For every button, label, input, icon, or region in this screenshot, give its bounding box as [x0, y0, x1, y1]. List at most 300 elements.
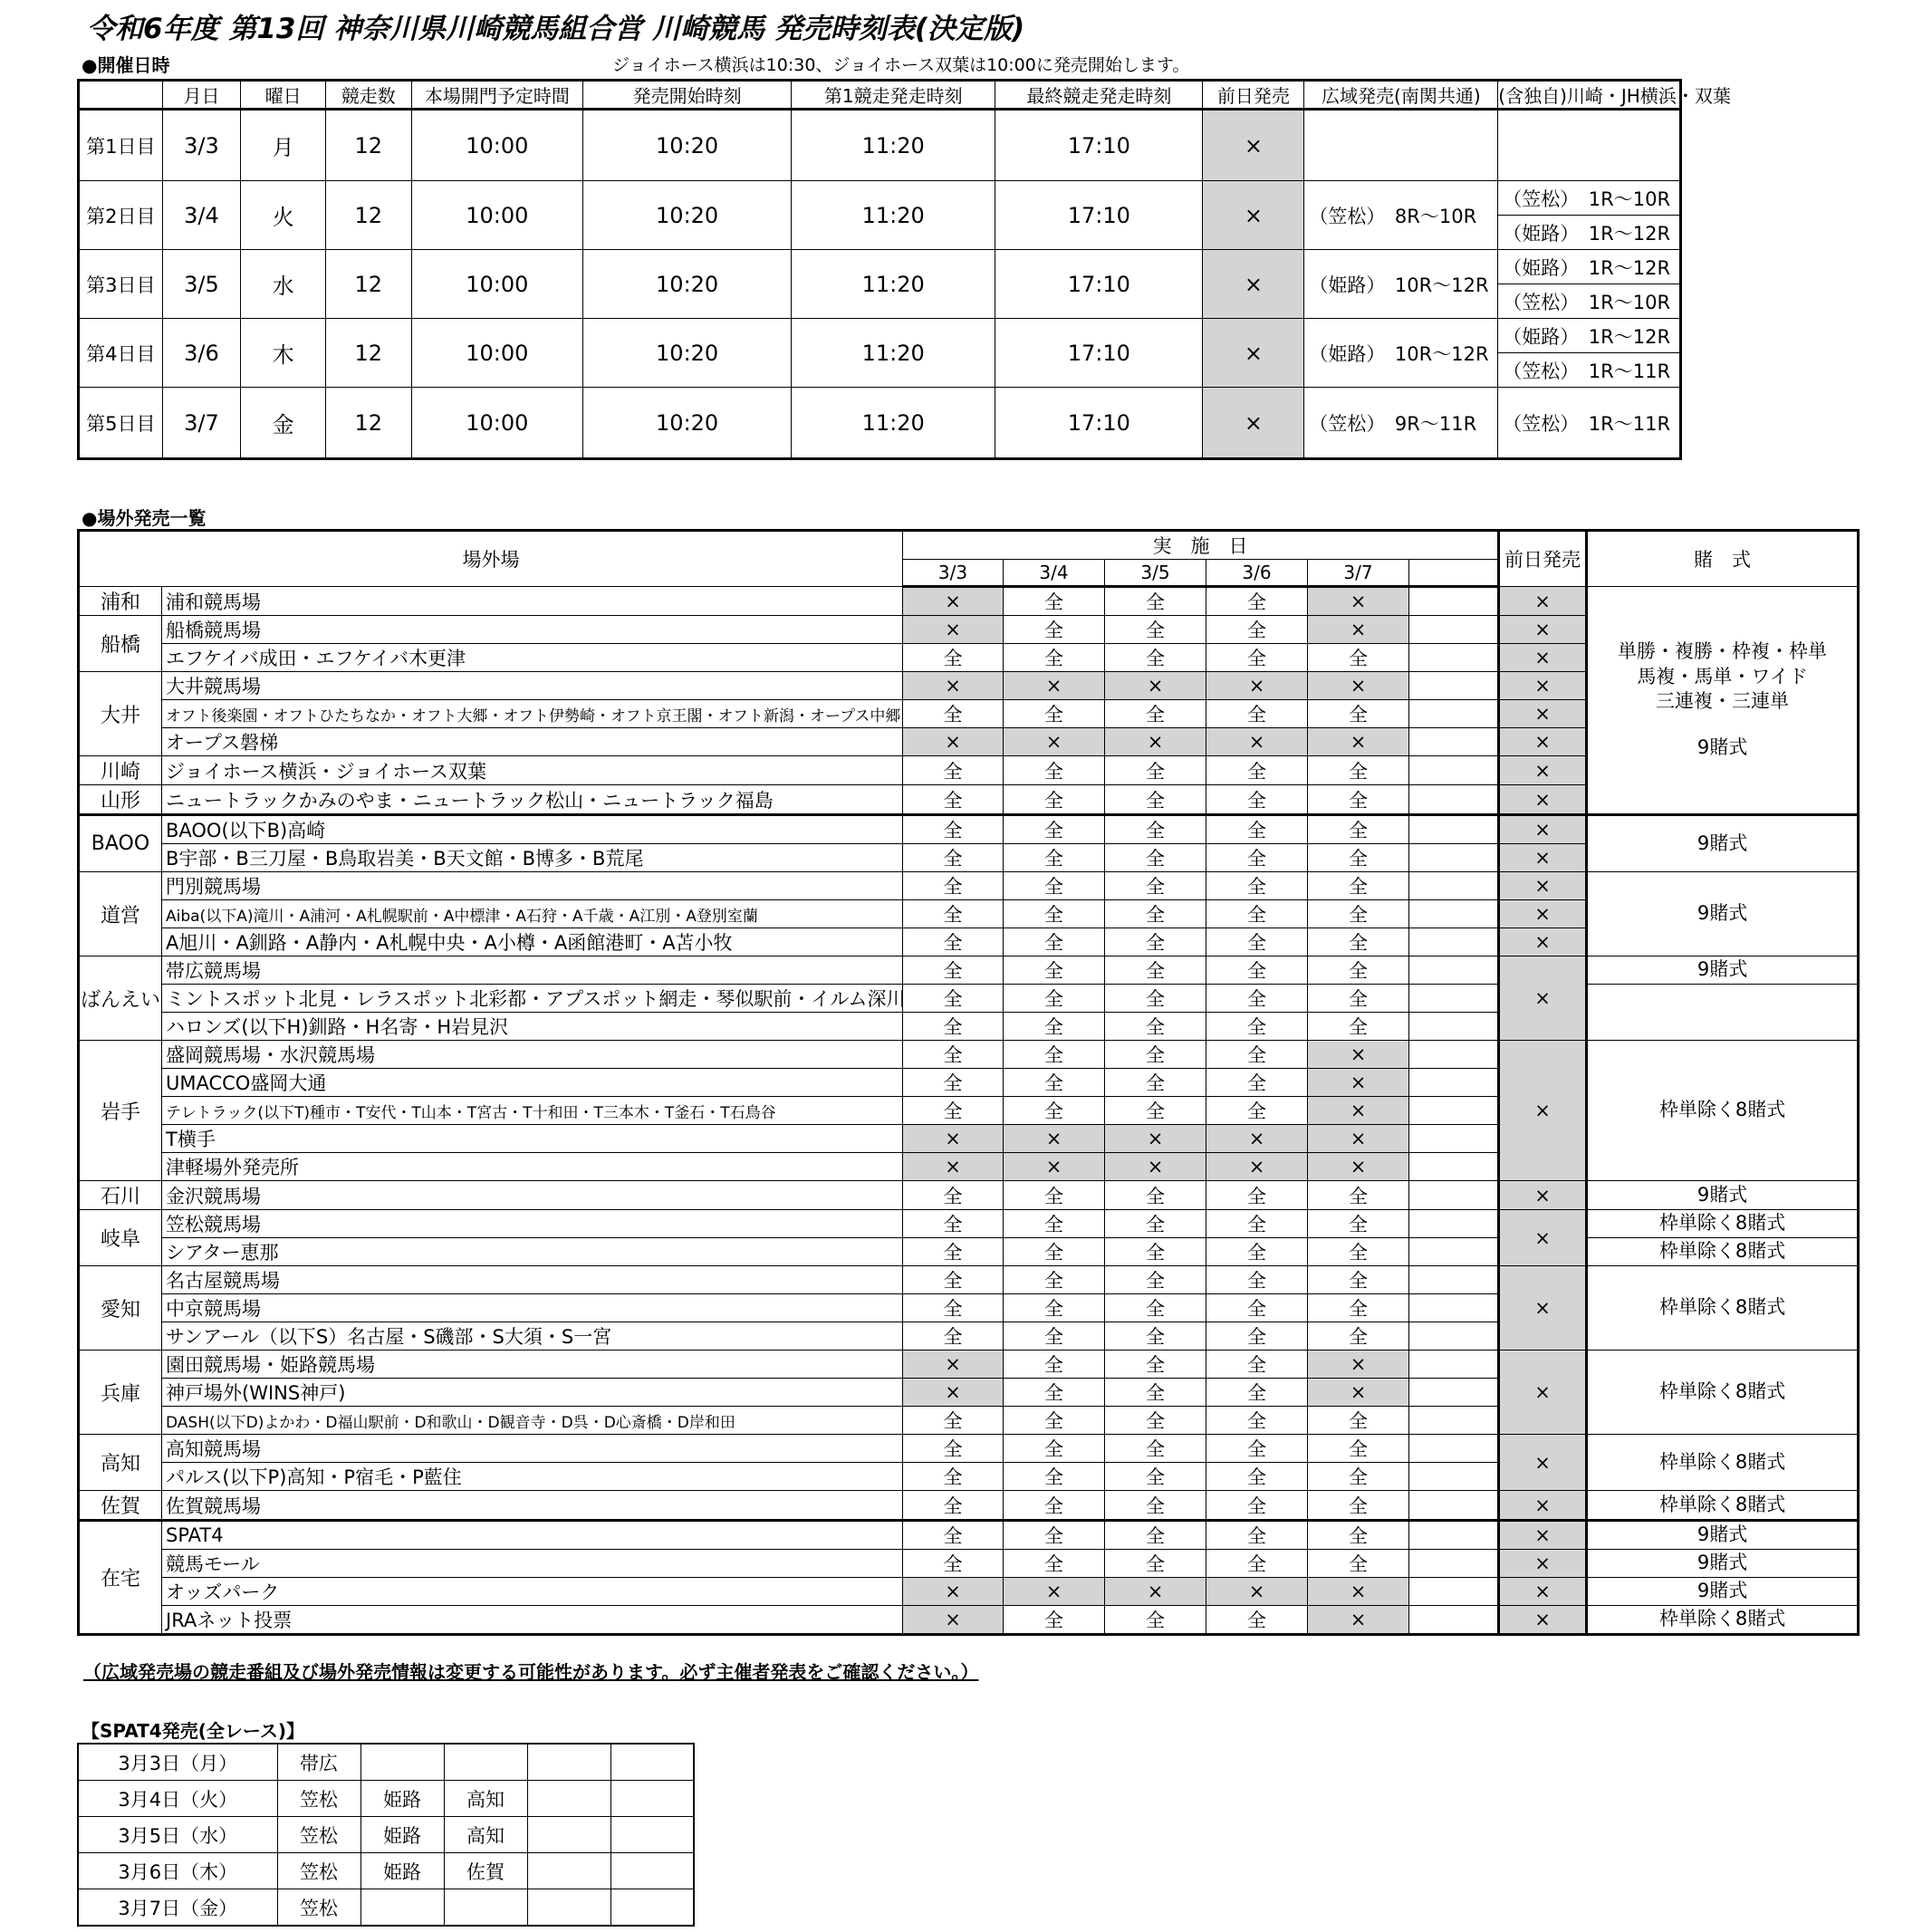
spat4-row [78, 1817, 694, 1853]
day-status-cell: × [1308, 728, 1409, 756]
day-status-cell: 全 [1004, 1238, 1105, 1266]
day-status-cell: 全 [1206, 1606, 1308, 1635]
day-status-cell: × [1308, 1606, 1409, 1635]
schedule-prev-cell: × [1203, 388, 1304, 459]
prev-sale-cell: × [1499, 844, 1587, 872]
day-status-cell [1409, 1322, 1499, 1350]
day-status-cell: × [1308, 1041, 1409, 1069]
day-status-cell: 全 [1004, 756, 1105, 785]
spat4-track-cell [527, 1817, 610, 1853]
day-status-cell: 全 [903, 1013, 1004, 1041]
venue-name-cell: 門別競馬場 [162, 872, 903, 900]
venue-name-cell: 競馬モール [162, 1550, 903, 1578]
schedule-day-row [79, 319, 1681, 353]
day-status-cell: 全 [1004, 1266, 1105, 1294]
bet-type-cell: 9賭式 [1587, 1521, 1859, 1550]
offtrack-table [77, 529, 1860, 1636]
spat4-track-cell [444, 1744, 527, 1781]
spat4-table [77, 1743, 695, 1927]
schedule-date-cell: 3/6 [162, 319, 241, 388]
spat4-track-cell: 高知 [444, 1781, 527, 1817]
day-status-cell: 全 [1308, 1407, 1409, 1435]
spat4-row [78, 1853, 694, 1889]
offtrack-row [79, 1578, 1859, 1606]
day-status-cell: 全 [1308, 815, 1409, 844]
day-status-cell: × [1004, 728, 1105, 756]
venue-name-cell: ミントスポット北見・レラスポット北彩都・アプスポット網走・琴似駅前・イルム深川 [162, 985, 903, 1013]
schedule-last-cell: 17:10 [995, 110, 1203, 181]
day-status-cell: 全 [1206, 1521, 1308, 1550]
schedule-sale-cell: 10:20 [583, 110, 792, 181]
day-status-cell: 全 [1206, 1238, 1308, 1266]
day-status-cell: 全 [1004, 872, 1105, 900]
day-status-cell: × [903, 1125, 1004, 1153]
day-status-cell: 全 [903, 1491, 1004, 1521]
day-status-cell: 全 [1206, 1550, 1308, 1578]
venue-name-cell: 高知競馬場 [162, 1435, 903, 1463]
offtrack-header-row [79, 531, 1859, 560]
region-cell: 浦和 [79, 587, 162, 616]
day-status-cell: 全 [1206, 872, 1308, 900]
day-status-cell: 全 [1206, 1069, 1308, 1097]
schedule-prev-cell: × [1203, 319, 1304, 388]
schedule-first-cell: 11:20 [792, 181, 995, 250]
day-status-cell: 全 [1206, 956, 1308, 985]
schedule-day-row [79, 181, 1681, 216]
prev-sale-cell: × [1499, 1521, 1587, 1550]
venue-name-cell: 名古屋競馬場 [162, 1266, 903, 1294]
bet-type-cell: 枠単除く8賭式 [1587, 1435, 1859, 1491]
schedule-wide-cell: （笠松） 9R～11R [1304, 388, 1498, 459]
region-cell: 山形 [79, 785, 162, 815]
offtrack-row [79, 1181, 1859, 1210]
schedule-own-cell [1498, 110, 1681, 181]
schedule-header-cell: 月日 [162, 81, 241, 110]
date-header-cell: 3/6 [1206, 560, 1308, 587]
day-status-cell: 全 [1105, 1294, 1206, 1322]
venue-header: 場外場 [79, 531, 903, 587]
schedule-first-cell: 11:20 [792, 110, 995, 181]
day-status-cell: 全 [903, 644, 1004, 672]
schedule-wide-cell [1304, 110, 1498, 181]
day-status-cell: 全 [1206, 700, 1308, 728]
day-status-cell: 全 [1004, 1521, 1105, 1550]
day-status-cell: 全 [1004, 700, 1105, 728]
schedule-date-cell: 3/7 [162, 388, 241, 459]
bet-type-cell [1587, 587, 1859, 815]
day-status-cell [1409, 700, 1499, 728]
day-status-cell: 全 [1105, 1069, 1206, 1097]
spat4-row [78, 1744, 694, 1781]
venue-name-cell: パルス(以下P)高知・P宿毛・P藍住 [162, 1463, 903, 1491]
day-status-cell [1409, 1125, 1499, 1153]
day-status-cell: 全 [903, 1069, 1004, 1097]
offtrack-row [79, 815, 1859, 844]
day-status-cell: 全 [1004, 815, 1105, 844]
day-status-cell [1409, 587, 1499, 616]
day-status-cell: 全 [1206, 1266, 1308, 1294]
prev-sale-cell: × [1499, 700, 1587, 728]
schedule-weekday-cell: 火 [241, 181, 326, 250]
day-status-cell: 全 [903, 1294, 1004, 1322]
schedule-day-cell: 第1日目 [79, 110, 163, 181]
offtrack-row [79, 1521, 1859, 1550]
venue-name-cell: サンアール（以下S）名古屋・S磯部・S大須・S一宮 [162, 1322, 903, 1350]
day-status-cell: × [903, 1350, 1004, 1379]
day-status-cell [1409, 928, 1499, 956]
day-status-cell [1409, 900, 1499, 928]
day-status-cell: 全 [1105, 785, 1206, 815]
day-status-cell: 全 [1308, 1013, 1409, 1041]
day-status-cell [1409, 1294, 1499, 1322]
day-status-cell: 全 [1004, 785, 1105, 815]
schedule-sale-cell: 10:20 [583, 181, 792, 250]
schedule-last-cell: 17:10 [995, 319, 1203, 388]
schedule-last-cell: 17:10 [995, 181, 1203, 250]
day-status-cell: × [903, 587, 1004, 616]
day-status-cell: 全 [1308, 1238, 1409, 1266]
day-status-cell: 全 [1004, 1069, 1105, 1097]
day-status-cell: 全 [1004, 1210, 1105, 1238]
day-status-cell: 全 [1105, 644, 1206, 672]
day-status-cell: 全 [903, 1210, 1004, 1238]
day-status-cell: 全 [1206, 644, 1308, 672]
schedule-own-cell: （姫路） 1R～12R [1498, 319, 1681, 353]
day-status-cell: × [1308, 587, 1409, 616]
schedule-header-cell: 広域発売(南関共通) [1304, 81, 1498, 110]
venue-name-cell: UMACCO盛岡大通 [162, 1069, 903, 1097]
schedule-weekday-cell: 月 [241, 110, 326, 181]
day-status-cell: 全 [1308, 872, 1409, 900]
venue-name-cell: 帯広競馬場 [162, 956, 903, 985]
day-status-cell: 全 [1206, 928, 1308, 956]
offtrack-row [79, 1350, 1859, 1379]
day-status-cell: 全 [1206, 1210, 1308, 1238]
day-status-cell: × [903, 672, 1004, 700]
day-status-cell: × [903, 1578, 1004, 1606]
bet-type-line: 単勝・複勝・枠複・枠単 [1618, 640, 1828, 663]
spat4-track-cell: 高知 [444, 1817, 527, 1853]
prev-sale-cell: × [1499, 1550, 1587, 1578]
day-status-cell [1409, 1578, 1499, 1606]
day-status-cell [1409, 1521, 1499, 1550]
bet-type-line: 三連複・三連単 [1656, 690, 1790, 712]
venue-name-cell: B宇部・B三刀屋・B鳥取岩美・B天文館・B博多・B荒尾 [162, 844, 903, 872]
day-status-cell: 全 [1206, 985, 1308, 1013]
region-cell: 大井 [79, 672, 162, 756]
spat4-date-cell: 3月4日（火） [78, 1781, 277, 1817]
schedule-sale-cell: 10:20 [583, 388, 792, 459]
venue-name-cell: ジョイホース横浜・ジョイホース双葉 [162, 756, 903, 785]
bet-type-cell: 9賭式 [1587, 1181, 1859, 1210]
day-status-cell: 全 [903, 956, 1004, 985]
day-status-cell: 全 [1105, 587, 1206, 616]
day-status-cell: 全 [1308, 1463, 1409, 1491]
day-status-cell [1409, 1153, 1499, 1181]
schedule-day-cell: 第3日目 [79, 250, 163, 319]
day-status-cell: 全 [1206, 1379, 1308, 1407]
day-status-cell: 全 [903, 1181, 1004, 1210]
venue-name-cell: BAOO(以下B)高崎 [162, 815, 903, 844]
day-status-cell: 全 [903, 1407, 1004, 1435]
schedule-header-cell: 発売開始時刻 [583, 81, 792, 110]
day-status-cell: 全 [1105, 844, 1206, 872]
venue-name-cell: SPAT4 [162, 1521, 903, 1550]
day-status-cell [1409, 1097, 1499, 1125]
day-status-cell: × [903, 616, 1004, 644]
day-status-cell: 全 [1004, 1379, 1105, 1407]
day-status-cell: 全 [1206, 844, 1308, 872]
schedule-own-cell: （笠松） 1R～11R [1498, 353, 1681, 388]
venue-name-cell: ニュートラックかみのやま・ニュートラック松山・ニュートラック福島 [162, 785, 903, 815]
day-status-cell [1409, 1463, 1499, 1491]
bet-type-cell: 枠単除く8賭式 [1587, 1350, 1859, 1435]
day-status-cell: 全 [1004, 1350, 1105, 1379]
schedule-gate-cell: 10:00 [411, 110, 582, 181]
day-status-cell: × [1105, 1578, 1206, 1606]
day-status-cell: × [1105, 1153, 1206, 1181]
spat4-track-cell: 姫路 [360, 1853, 444, 1889]
spat4-track-cell: 笠松 [277, 1781, 360, 1817]
venue-name-cell: エフケイバ成田・エフケイバ木更津 [162, 644, 903, 672]
day-status-cell: 全 [1105, 1013, 1206, 1041]
spat4-date-cell: 3月3日（月） [78, 1744, 277, 1781]
schedule-date-cell: 3/5 [162, 250, 241, 319]
day-status-cell: × [1004, 672, 1105, 700]
spat4-track-cell [610, 1853, 694, 1889]
day-status-cell [1409, 1069, 1499, 1097]
disclaimer-note: （広域発売場の競走番組及び場外発売情報は変更する可能性があります。必ず主催者発表をご確認ください。） [83, 1661, 979, 1683]
day-status-cell: 全 [1308, 928, 1409, 956]
day-status-cell: 全 [1105, 1606, 1206, 1635]
schedule-header-cell: 本場開門予定時間 [411, 81, 582, 110]
day-status-cell: 全 [1105, 1041, 1206, 1069]
prev-sale-cell: × [1499, 928, 1587, 956]
day-status-cell [1409, 1379, 1499, 1407]
prev-sale-cell: × [1499, 672, 1587, 700]
venue-name-cell: 園田競馬場・姫路競馬場 [162, 1350, 903, 1379]
schedule-header-cell: (含独自)川崎・JH横浜・双葉 [1498, 81, 1681, 110]
prev-sale-cell: × [1499, 900, 1587, 928]
venue-name-cell: Aiba(以下A)滝川・A浦河・A札幌駅前・A中標津・A石狩・A千歳・A江別・A登別室蘭 [162, 900, 903, 928]
prev-header: 前日発売 [1499, 531, 1587, 587]
region-cell: 佐賀 [79, 1491, 162, 1521]
schedule-day-cell: 第4日目 [79, 319, 163, 388]
schedule-first-cell: 11:20 [792, 388, 995, 459]
day-status-cell: 全 [1308, 1266, 1409, 1294]
day-status-cell: 全 [1308, 1322, 1409, 1350]
day-status-cell [1409, 872, 1499, 900]
venue-name-cell: テレトラック(以下T)種市・T安代・T山本・T宮古・T十和田・T三本木・T釜石・T石鳥谷 [162, 1097, 903, 1125]
bet-type-cell: 9賭式 [1587, 1578, 1859, 1606]
prev-sale-cell: × [1499, 785, 1587, 815]
day-status-cell [1409, 1606, 1499, 1635]
prev-sale-cell: × [1499, 1041, 1587, 1181]
offtrack-row [79, 1266, 1859, 1294]
spat4-track-cell [610, 1781, 694, 1817]
day-status-cell: 全 [1004, 644, 1105, 672]
day-status-cell: × [1004, 1578, 1105, 1606]
day-status-cell: 全 [1308, 1210, 1409, 1238]
day-status-cell: 全 [903, 785, 1004, 815]
day-status-cell: 全 [1206, 785, 1308, 815]
schedule-wide-cell: （姫路） 10R～12R [1304, 250, 1498, 319]
schedule-wide-cell: （姫路） 10R～12R [1304, 319, 1498, 388]
bet-type-cell: 枠単除く8賭式 [1587, 1266, 1859, 1350]
prev-sale-cell: × [1499, 728, 1587, 756]
day-status-cell: × [1308, 672, 1409, 700]
schedule-header-cell: 曜日 [241, 81, 326, 110]
day-status-cell: × [1308, 1125, 1409, 1153]
schedule-header-row [79, 81, 1681, 110]
region-cell: 岩手 [79, 1041, 162, 1181]
day-status-cell: 全 [1105, 1407, 1206, 1435]
day-status-cell: 全 [903, 700, 1004, 728]
day-status-cell: 全 [1004, 1322, 1105, 1350]
spat4-label: 【SPAT4発売(全レース)】 [82, 1720, 304, 1742]
bet-type-cell: 枠単除く8賭式 [1587, 1491, 1859, 1521]
offtrack-section-label: ●場外発売一覧 [82, 507, 207, 529]
day-status-cell: 全 [1105, 900, 1206, 928]
day-status-cell: × [1105, 672, 1206, 700]
day-status-cell: × [1308, 1097, 1409, 1125]
spat4-track-cell [527, 1889, 610, 1927]
day-status-cell: × [1308, 1069, 1409, 1097]
bet-type-cell: 枠単除く8賭式 [1587, 1238, 1859, 1266]
day-status-cell: 全 [903, 1521, 1004, 1550]
day-status-cell: 全 [903, 1097, 1004, 1125]
venue-name-cell: 船橋競馬場 [162, 616, 903, 644]
schedule-header-cell: 競走数 [325, 81, 411, 110]
spat4-track-cell [610, 1744, 694, 1781]
schedule-date-cell: 3/3 [162, 110, 241, 181]
day-status-cell: 全 [1308, 985, 1409, 1013]
day-status-cell: 全 [1308, 1294, 1409, 1322]
day-status-cell: 全 [1004, 1407, 1105, 1435]
offtrack-row [79, 1041, 1859, 1069]
day-status-cell: 全 [1308, 956, 1409, 985]
schedule-section-label: ●開催日時 [82, 54, 170, 76]
schedule-own-cell: （姫路） 1R～12R [1498, 216, 1681, 250]
venue-name-cell: 中京競馬場 [162, 1294, 903, 1322]
day-status-cell: 全 [903, 985, 1004, 1013]
day-status-cell: 全 [903, 900, 1004, 928]
schedule-prev-cell: × [1203, 250, 1304, 319]
schedule-day-row [79, 250, 1681, 284]
bet-type-cell: 9賭式 [1587, 956, 1859, 985]
day-status-cell: 全 [903, 844, 1004, 872]
day-status-cell: 全 [1105, 1181, 1206, 1210]
date-header-cell: 3/3 [903, 560, 1004, 587]
day-status-cell: 全 [1206, 1322, 1308, 1350]
day-status-cell: 全 [1105, 616, 1206, 644]
prev-sale-cell: × [1499, 1181, 1587, 1210]
region-cell: 岐阜 [79, 1210, 162, 1266]
day-status-cell: 全 [903, 928, 1004, 956]
day-status-cell: × [903, 1606, 1004, 1635]
day-status-cell: × [1206, 672, 1308, 700]
region-cell: 愛知 [79, 1266, 162, 1350]
day-status-cell: 全 [1105, 1350, 1206, 1379]
venue-name-cell: 津軽場外発売所 [162, 1153, 903, 1181]
day-status-cell: 全 [1105, 700, 1206, 728]
region-cell: BAOO [79, 815, 162, 872]
day-status-cell [1409, 1041, 1499, 1069]
venue-name-cell: 神戸場外(WINS神戸) [162, 1379, 903, 1407]
day-status-cell: 全 [903, 1041, 1004, 1069]
prev-sale-cell: × [1499, 872, 1587, 900]
day-status-cell: 全 [1004, 587, 1105, 616]
day-status-cell: 全 [1004, 616, 1105, 644]
day-status-cell: 全 [1004, 928, 1105, 956]
day-status-cell: 全 [1105, 956, 1206, 985]
schedule-date-cell: 3/4 [162, 181, 241, 250]
venue-name-cell: ハロンズ(以下H)釧路・H名寄・H岩見沢 [162, 1013, 903, 1041]
day-status-cell: × [1206, 1578, 1308, 1606]
schedule-day-cell: 第5日目 [79, 388, 163, 459]
day-status-cell: 全 [1206, 1041, 1308, 1069]
prev-sale-cell: × [1499, 587, 1587, 616]
day-status-cell: 全 [1004, 1294, 1105, 1322]
offtrack-row [79, 956, 1859, 985]
spat4-track-cell: 姫路 [360, 1781, 444, 1817]
schedule-first-cell: 11:20 [792, 250, 995, 319]
schedule-last-cell: 17:10 [995, 250, 1203, 319]
prev-sale-cell: × [1499, 1435, 1587, 1491]
venue-name-cell: オフト後楽園・オフトひたちなか・オフト大郷・オフト伊勢崎・オフト京王閣・オフト新潟・オープス中郷 [162, 700, 903, 728]
day-status-cell: × [1206, 728, 1308, 756]
schedule-wide-cell: （笠松） 8R～10R [1304, 181, 1498, 250]
region-cell: 石川 [79, 1181, 162, 1210]
day-status-cell: 全 [1105, 1435, 1206, 1463]
day-status-cell: 全 [1004, 1435, 1105, 1463]
spat4-date-cell: 3月5日（水） [78, 1817, 277, 1853]
day-status-cell [1409, 785, 1499, 815]
prev-sale-cell: × [1499, 1606, 1587, 1635]
spat4-track-cell [527, 1781, 610, 1817]
schedule-races-cell: 12 [325, 110, 411, 181]
schedule-day-row [79, 110, 1681, 181]
spat4-track-cell [610, 1817, 694, 1853]
schedule-sale-cell: 10:20 [583, 250, 792, 319]
day-status-cell [1409, 844, 1499, 872]
day-status-cell: 全 [1206, 756, 1308, 785]
day-status-cell: 全 [1206, 1013, 1308, 1041]
schedule-own-cell: （笠松） 1R～10R [1498, 284, 1681, 319]
date-header-cell [1409, 560, 1499, 587]
day-status-cell [1409, 1238, 1499, 1266]
day-status-cell: 全 [1308, 1435, 1409, 1463]
region-cell: 道営 [79, 872, 162, 956]
day-status-cell [1409, 815, 1499, 844]
region-cell: 高知 [79, 1435, 162, 1491]
schedule-gate-cell: 10:00 [411, 181, 582, 250]
day-status-cell: 全 [903, 1463, 1004, 1491]
day-status-cell: 全 [1105, 1210, 1206, 1238]
day-status-cell: 全 [1004, 1041, 1105, 1069]
schedule-own-cell: （笠松） 1R～10R [1498, 181, 1681, 216]
schedule-header-cell: 最終競走発走時刻 [995, 81, 1203, 110]
bet-type-line: 馬複・馬単・ワイド [1637, 665, 1808, 687]
spat4-track-cell: 笠松 [277, 1853, 360, 1889]
bet-type-cell: 9賭式 [1587, 815, 1859, 872]
offtrack-row [79, 1550, 1859, 1578]
day-status-cell: × [1308, 1153, 1409, 1181]
prev-sale-cell: × [1499, 1210, 1587, 1266]
header-blank [79, 81, 163, 110]
spat4-track-cell: 帯広 [277, 1744, 360, 1781]
day-status-cell: 全 [1004, 900, 1105, 928]
